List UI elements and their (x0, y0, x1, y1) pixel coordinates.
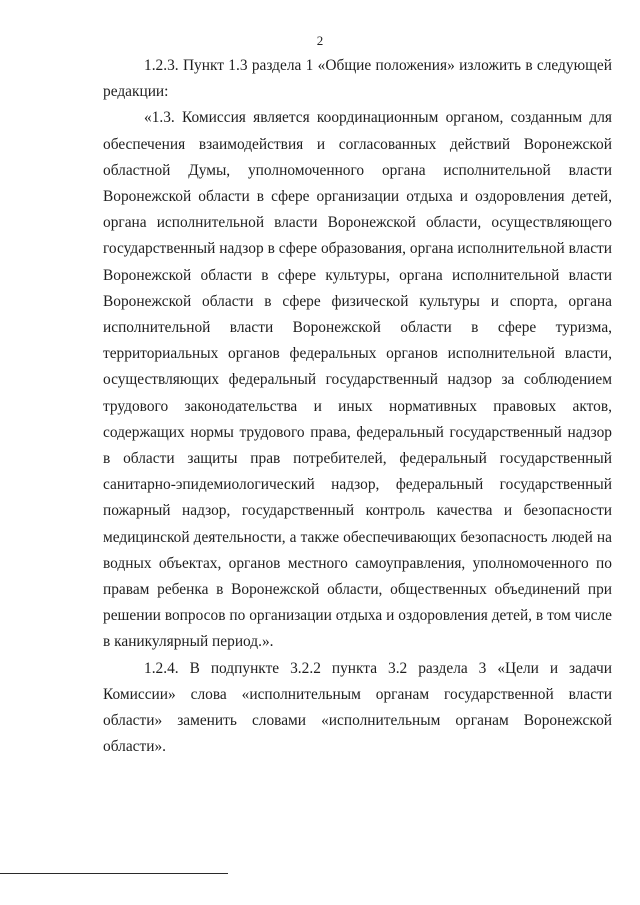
footer-divider (0, 873, 228, 874)
page-number: 2 (316, 33, 324, 48)
paragraph-1-2-3: 1.2.3. Пункт 1.3 раздела 1 «Общие положения» изложить в следующей редакции: (103, 57, 612, 101)
paragraph-1-3-quote: «1.3. Комиссия является координационным органом, созданным для обеспечения взаимодействия и согласованных действий Воронежской областной Думы, уполномоченного органа исполнительной власти Воронежской области в сфере организации отдыха и оздоровления детей, органа исполнительной власти Воронежской области, осуществляющего государственный надзор в сфере образования, органа исполнительной власти Воронежской области в сфере культуры, органа исполнительной власти Воронежской области в сфере физической культуры и спорта, органа исполнительной власти Воронежской области в сфере туризма, территориальных органов федеральных органов исполнительной власти, осуществляющих федеральный государственный надзор за соблюдением трудового законодательства и иных нормативных правовых актов, содержащих нормы трудового права, федеральный государственный надзор в области защиты прав потребителей, федеральный государственный санитарно-эпидемиологический надзор, федеральный государственный пожарный надзор, государственный контроль качества и безопасности медицинской деятельности, а также обеспечивающих безопасность людей на водных объектах, органов местного самоуправления, уполномоченного по правам ребенка в Воронежской области, общественных объединений при решении вопросов по организации отдыха и оздоровления детей, в том числе в каникулярный период.». (103, 109, 612, 651)
paragraph-1-2-4: 1.2.4. В подпункте 3.2.2 пункта 3.2 раздела 3 «Цели и задачи Комиссии» слова «исполнительным органам государственной власти области» заменить словами «исполнительным органам Воронежской области». (103, 659, 612, 756)
document-body (103, 53, 612, 760)
